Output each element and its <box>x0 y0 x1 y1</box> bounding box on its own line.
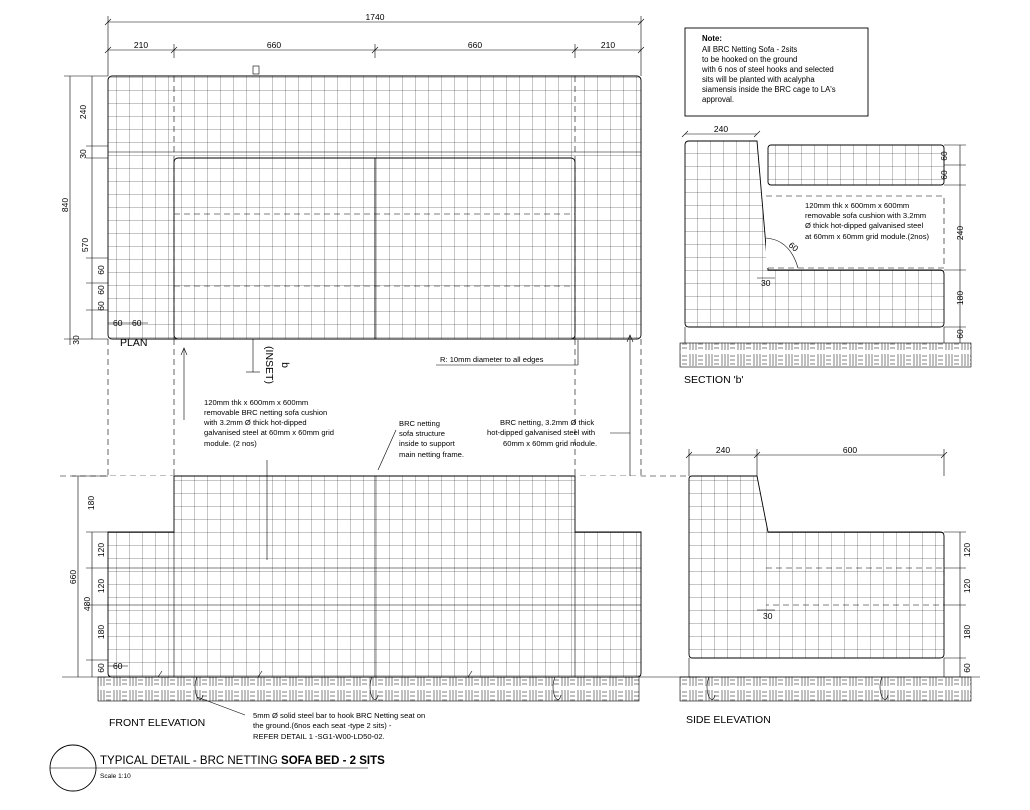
plan-cushion-annotation <box>203 398 334 448</box>
plan-total-dim: 1740 <box>365 12 385 22</box>
section-right-60c: 60 <box>955 329 965 339</box>
section-top-240: 240 <box>713 124 729 134</box>
section-30: 30 <box>761 278 771 288</box>
hook-annotation <box>197 697 425 741</box>
section-cushion-note-2: removable sofa cushion with 3.2mm <box>805 211 927 220</box>
structure-note-4: main netting frame. <box>399 450 464 459</box>
plan-overall-height: 840 <box>60 197 70 213</box>
plan-bottom-30: 30 <box>71 335 81 345</box>
inset-marker <box>246 339 291 384</box>
detail-scale: Scale 1:10 <box>100 773 131 780</box>
inset-mark: b <box>279 362 291 368</box>
structure-note-3: inside to support <box>399 439 455 448</box>
netting-note-3: 60mm x 60mm grid module. <box>503 439 598 448</box>
front-corner-60: 60 <box>113 661 123 671</box>
netting-annotation <box>487 418 630 448</box>
side-right-60: 60 <box>962 663 972 673</box>
front-view-label: FRONT ELEVATION <box>109 717 206 729</box>
section-ground <box>680 343 971 367</box>
section-view <box>680 141 971 367</box>
plan-cushion-note-1: 120mm thk x 600mm x 600mm <box>204 398 309 407</box>
side-top-240: 240 <box>715 445 731 455</box>
side-ground <box>680 677 971 701</box>
plan-dim-2: 660 <box>266 40 282 50</box>
side-right-180: 180 <box>962 624 972 640</box>
plan-left-30: 30 <box>78 149 88 159</box>
note-line-4: sits will be planted with acalypha <box>702 75 815 84</box>
section-radius-tag: 60 <box>786 239 801 254</box>
plan-corner-dim-b: 60 <box>132 318 142 328</box>
structure-note-2: sofa structure <box>399 429 446 438</box>
plan-dim-1: 210 <box>133 40 149 50</box>
note-line-3: with 6 nos of steel hooks and selected <box>702 65 834 74</box>
title-block <box>50 745 385 791</box>
plan-left-60b: 60 <box>96 285 106 295</box>
radius-note: R: 10mm diameter to all edges <box>440 355 544 364</box>
section-right-60a: 60 <box>939 151 949 161</box>
section-cushion-note-3: Ø thick hot-dipped galvanised steel <box>805 221 924 230</box>
note-box <box>685 28 868 116</box>
side-top-600: 600 <box>842 445 858 455</box>
section-cushion-note-4: at 60mm x 60mm grid module.(2nos) <box>805 232 930 241</box>
section-cushion-note-1: 120mm thk x 600mm x 600mm <box>805 201 910 210</box>
note-line-6: approval. <box>702 95 735 104</box>
structure-annotation <box>378 419 464 470</box>
section-right-60b: 60 <box>939 170 949 180</box>
note-line-5: siamensis inside the BRC cage to LA's <box>702 85 836 94</box>
radius-annotation <box>436 340 578 365</box>
front-left-120a: 120 <box>96 542 106 558</box>
netting-note-2: hot-dipped galvanised steel with <box>487 428 596 437</box>
hook-note-2: the ground.(6nos each seat -type 2 sits) - <box>253 721 392 730</box>
front-left-60: 60 <box>96 663 106 673</box>
plan-left-60c: 60 <box>96 301 106 311</box>
side-right-120b: 120 <box>962 578 972 594</box>
front-left-120b: 120 <box>96 578 106 594</box>
plan-dim-3: 660 <box>467 40 483 50</box>
plan-top-dimensions <box>105 12 644 76</box>
plan-view-label: PLAN <box>120 337 148 349</box>
section-right-240: 240 <box>955 225 965 241</box>
hook-note-3: REFER DETAIL 1 -SG1-W00-LD50-02. <box>253 732 385 741</box>
section-view-label: SECTION 'b' <box>684 374 744 386</box>
front-left-180b: 180 <box>96 624 106 640</box>
front-grid <box>108 476 641 677</box>
front-sub-480: 480 <box>82 596 92 612</box>
inset-label: (INSET) <box>263 346 275 384</box>
note-heading: Note: <box>702 34 722 43</box>
plan-cushion-note-2: removable BRC netting sofa cushion <box>204 408 328 417</box>
side-elevation <box>680 476 980 701</box>
side-right-120a: 120 <box>962 542 972 558</box>
plan-grid <box>108 76 641 339</box>
plan-left-570: 570 <box>80 237 90 253</box>
front-elevation <box>62 476 700 701</box>
side-30: 30 <box>763 611 773 621</box>
plan-cushion-note-5: module. (2 nos) <box>204 439 257 448</box>
plan-left-60a: 60 <box>96 265 106 275</box>
hook-note-1: 5mm Ø solid steel bar to hook BRC Netting seat on <box>253 711 426 720</box>
plan-corner-dim-a: 60 <box>113 318 123 328</box>
plan-cushion-note-4: galvanised steel at 60mm x 60mm grid <box>204 428 334 437</box>
plan-left-240: 240 <box>78 104 88 120</box>
note-line-1: All BRC Netting Sofa - 2sits <box>702 45 798 54</box>
front-left-180a: 180 <box>86 495 96 511</box>
plan-view <box>108 66 641 339</box>
note-line-2: to be hooked on the ground <box>702 55 798 64</box>
side-view-label: SIDE ELEVATION <box>686 714 771 726</box>
plan-dim-4: 210 <box>600 40 616 50</box>
front-ground <box>98 677 639 701</box>
netting-note-1: BRC netting, 3.2mm Ø thick <box>500 418 595 427</box>
front-overall-660: 660 <box>68 569 78 585</box>
structure-note-1: BRC netting <box>399 419 440 428</box>
detail-title: TYPICAL DETAIL - BRC NETTING SOFA BED - 2 SITS <box>100 755 385 767</box>
section-right-180: 180 <box>955 290 965 306</box>
plan-cushion-note-3: with 3.2mm Ø thick hot-dipped <box>204 418 307 427</box>
